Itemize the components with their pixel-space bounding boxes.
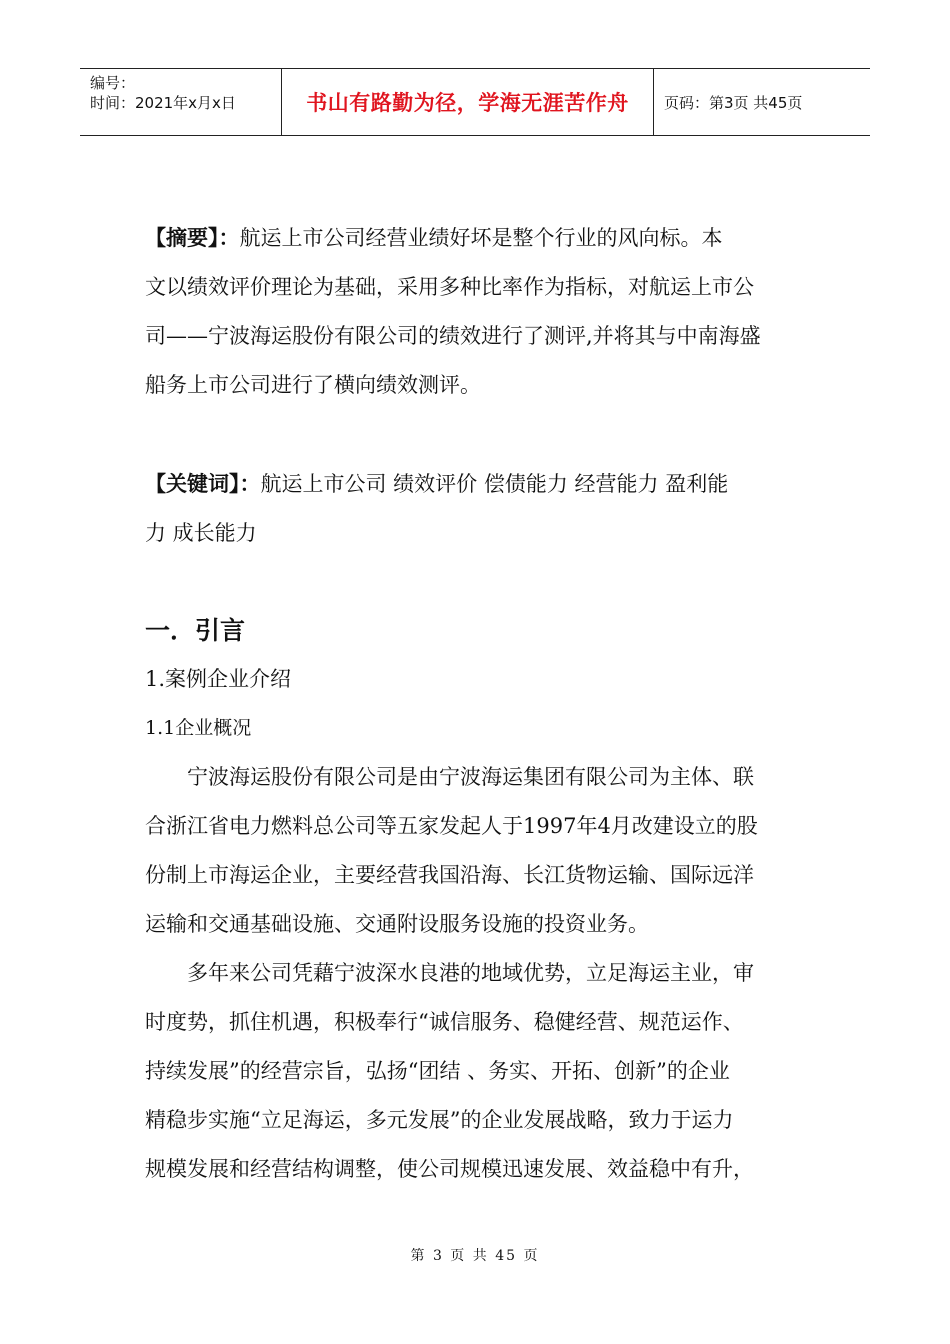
document-body [145, 214, 810, 1194]
header-page-info: 页码：第3页 共45页 [664, 93, 803, 112]
keywords-label: 【关键词】： [145, 472, 261, 496]
section-title: 一．引言 [145, 616, 246, 645]
body-line: 合浙江省电力燃料总公司等五家发起人于1997年4月改建设立的股 [145, 814, 758, 838]
header-number-label: 编号： [90, 74, 136, 92]
page-footer: 第 3 页 共 45 页 [410, 1248, 540, 1264]
body-line: 时度势，抓住机遇，积极奉行“诚信服务、稳健经营、规范运作、 [145, 1010, 744, 1034]
body-paragraph [145, 949, 810, 1194]
header-meta-cell [80, 69, 282, 135]
abstract-line: 文以绩效评价理论为基础，采用多种比率作为指标，对航运上市公 [145, 275, 754, 299]
body-line: 运输和交通基础设施、交通附设服务设施的投资业务。 [145, 912, 649, 936]
subsubsection-title: 1.1企业概况 [145, 717, 252, 739]
abstract-line: 司——宁波海运股份有限公司的绩效进行了测评,并将其与中南海盛 [145, 324, 761, 348]
body-line: 宁波海运股份有限公司是由宁波海运集团有限公司为主体、联 [187, 765, 754, 789]
abstract-line: 【摘要】：航运上市公司经营业绩好坏是整个行业的风向标。本 [145, 226, 723, 250]
body-paragraph [145, 753, 810, 949]
abstract-line: 船务上市公司进行了横向绩效测评。 [145, 373, 481, 397]
body-line: 持续发展”的经营宗旨，弘扬“团结 、务实、开拓、创新”的企业 [145, 1059, 730, 1083]
header-time-label: 时间：2021年x月x日 [90, 94, 236, 112]
body-line: 规模发展和经营结构调整，使公司规模迅速发展、效益稳中有升， [145, 1157, 754, 1181]
body-line: 精稳步实施“立足海运，多元发展”的企业发展战略，致力于运力 [145, 1108, 734, 1132]
body-line: 份制上市海运企业，主要经营我国沿海、长江货物运输、国际远洋 [145, 863, 754, 887]
subsection-title: 1.案例企业介绍 [145, 667, 292, 691]
keywords-line: 【关键词】：航运上市公司 绩效评价 偿债能力 经营能力 盈利能 [145, 472, 729, 496]
keywords-line: 力 成长能力 [145, 521, 257, 545]
body-line: 多年来公司凭藉宁波深水良港的地域优势，立足海运主业，审 [187, 961, 754, 985]
page-header [80, 68, 870, 136]
keywords-paragraph [145, 460, 810, 558]
abstract-label: 【摘要】： [145, 226, 240, 250]
header-motto: 书山有路勤为径，学海无涯苦作舟 [282, 69, 654, 135]
abstract-paragraph [145, 214, 810, 410]
